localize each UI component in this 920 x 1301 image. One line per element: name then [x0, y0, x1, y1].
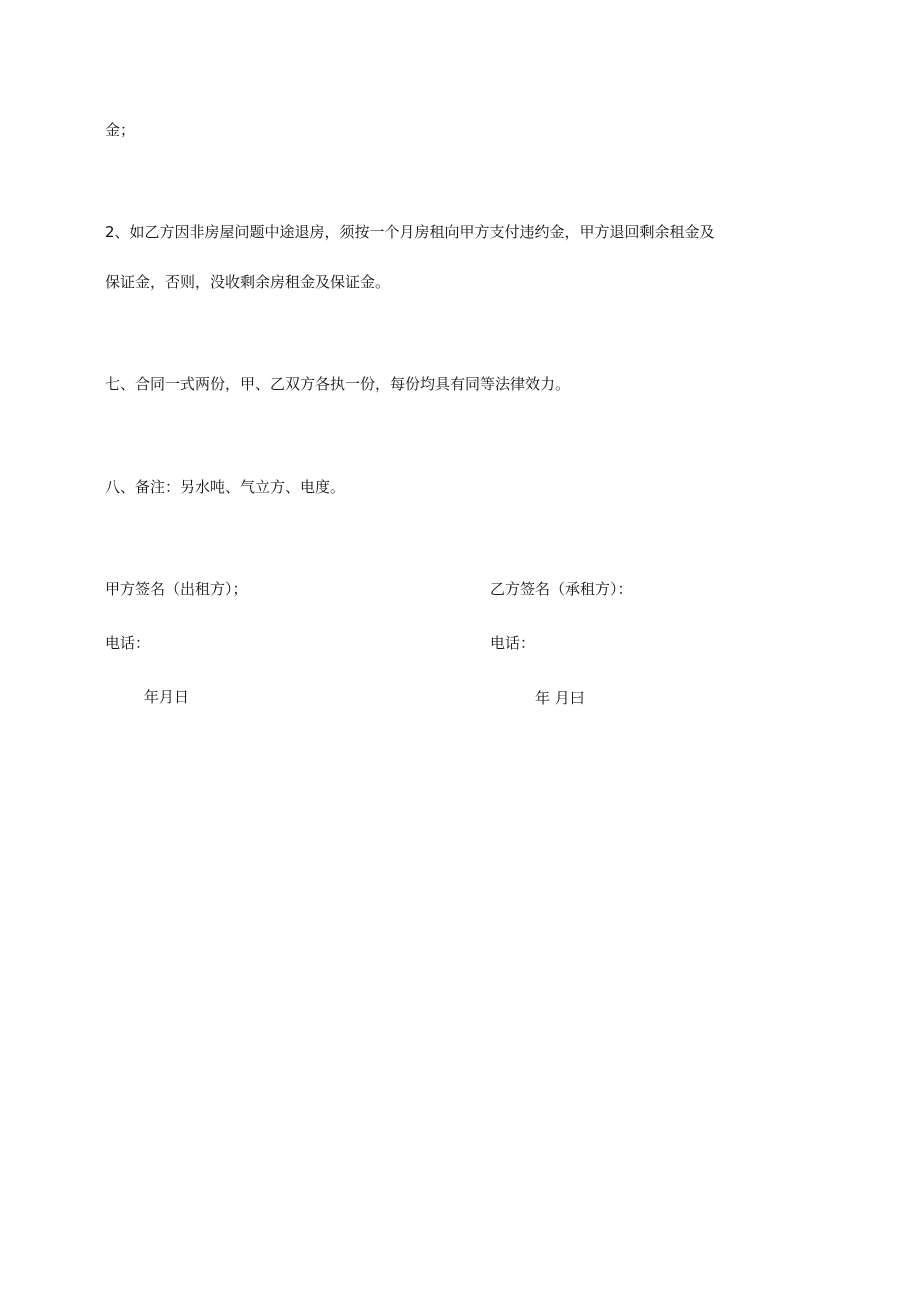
- party-a-date: 年月日: [144, 688, 190, 706]
- clause-2-line-2: 保证金，否则，没收剩余房租金及保证金。: [105, 273, 391, 291]
- party-b-date: 年 月曰: [535, 689, 585, 707]
- party-a-phone-label: 电话：: [105, 634, 151, 652]
- clause-7: 七、合同一式两份，甲、乙双方各执一份，每份均具有同等法律效力。: [105, 375, 571, 393]
- clause-8-remarks: 八、备注：另水吨、气立方、电度。: [105, 478, 346, 496]
- paragraph-continuation: 金；: [105, 121, 136, 139]
- clause-2-line-1: 2、如乙方因非房屋问题中途退房，须按一个月房租向甲方支付违约金，甲方退回剩余租金及: [105, 223, 715, 241]
- party-b-signature-label: 乙方签名（承租方）：: [490, 580, 633, 598]
- party-a-signature-label: 甲方签名（出租方）；: [105, 580, 248, 598]
- party-b-phone-label: 电话：: [490, 634, 536, 652]
